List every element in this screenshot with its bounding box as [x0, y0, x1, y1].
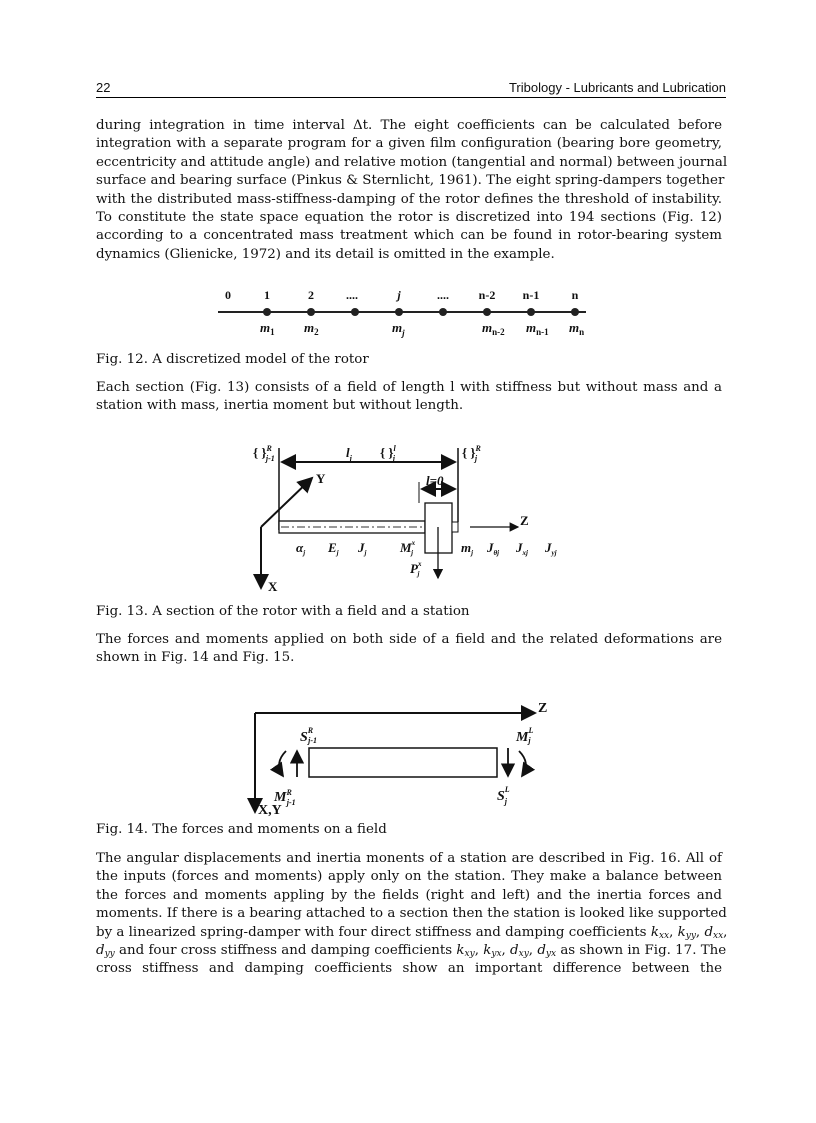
- figure-12-rotor-model: [218, 288, 586, 338]
- svg-text:{ }Rj-1: { }$^R$ j-1: [253, 444, 275, 463]
- mass-labels: [260, 320, 584, 338]
- svg-text:SRj-1: $S^R$ j-1: [300, 726, 318, 745]
- text-line: dynamics (Glienicke, 1972) and its detail is omitted in the example.: [96, 246, 555, 262]
- z-axis-label: Z: [538, 701, 548, 716]
- x-axis-label: X: [268, 579, 278, 594]
- svg-text:MRj-1: $M^R$ j-1: [274, 788, 296, 807]
- figure-13-caption: Fig. 13. A section of the rotor with a field and a station: [96, 604, 470, 619]
- node-label: 0: [225, 288, 231, 302]
- text-line: by a linearized spring-damper with four direct stiffness and damping coefficients $k_{xx}$, $k_{yy}$, $d_{xx}$,: [96, 924, 728, 941]
- svg-text:Jxj: $J_{xj}$: [516, 540, 528, 557]
- svg-text:m2: $m_2$: [304, 320, 319, 337]
- text-line: cross stiffness and damping coefficients show an important difference between the: [96, 961, 722, 977]
- svg-text:{ }lj: { }$^l$ j: [380, 444, 396, 463]
- mass-node: [439, 308, 447, 316]
- svg-text:mn-2: $m_{n-2}$: [482, 320, 505, 337]
- text-line: according to a concentrated mass treatment which can be found in rotor-bearing system: [96, 228, 722, 244]
- text-line: moments. If there is a bearing attached to a section then the station is looked like supported: [96, 906, 727, 922]
- mass-node: [527, 308, 535, 316]
- svg-text:Jθj: $J_{\theta j}$: [487, 540, 500, 557]
- xy-axis-label: X,Y: [258, 803, 282, 818]
- text-line: station with mass, inertia moment but without length.: [96, 398, 464, 414]
- node-label: 1: [264, 288, 270, 302]
- node-label: j: [397, 288, 401, 302]
- paragraph-4: [96, 850, 728, 979]
- station-length-label: l=0: [426, 473, 444, 488]
- mass-node: [483, 308, 491, 316]
- text-line: the inputs (forces and moments) apply only on the station. They make a balance between: [96, 869, 722, 885]
- svg-text:mj: $m_j$: [392, 320, 405, 338]
- text-line: with the distributed mass-stiffness-damping of the rotor defines the threshold of instability.: [96, 191, 722, 207]
- paragraph-2: [96, 379, 722, 416]
- svg-text:{ }Rj: { }$^R$ j: [462, 444, 481, 463]
- text-line: Each section (Fig. 13) consists of a field of length l with stiffness but without mass and a: [96, 380, 722, 395]
- text-line: the forces and moments appling by the fields (right and left) and the inertia forces and: [96, 887, 722, 903]
- svg-text:mn: $m_n$: [569, 320, 585, 337]
- svg-text:Ej: $E_j$: [328, 540, 339, 557]
- text-line: To constitute the state space equation the rotor is discretized into 194 sections (Fig. 12): [96, 209, 722, 225]
- node-label: ....: [346, 288, 358, 302]
- text-line: The angular displacements and inertia monents of a station are described in Fig. 16. All of: [96, 851, 722, 866]
- svg-text:Pxj: $P^x$ j: [410, 560, 422, 578]
- text-line: $d_{yy}$ and four cross stiffness and damping coefficients $k_{xy}$, $k_{yx}$, $d_{xy}$, $d_{yx}$ as shown in Fig. 17. The: [96, 942, 727, 959]
- text-line: surface and bearing surface (Pinkus & Sternlicht, 1961). The eight spring-dampers together: [96, 173, 725, 189]
- text-line: shown in Fig. 14 and Fig. 15.: [96, 650, 295, 666]
- node-label: n: [571, 288, 579, 302]
- text-line: during integration in time interval Δt. The eight coefficients can be calculated before: [96, 118, 722, 133]
- text-line: eccentricity and attitude angle) and relative motion (tangential and normal) between journal: [96, 154, 728, 170]
- text-line: The forces and moments applied on both side of a field and the related deformations are: [96, 632, 722, 647]
- svg-text:αj: $\alpha_j$: [296, 540, 306, 557]
- y-axis-label: Y: [316, 471, 326, 486]
- node-label: n-1: [522, 288, 540, 302]
- text-line: integration with a separate program for a given film configuration (bearing bore geometry,: [96, 136, 722, 152]
- svg-text:SLj: $S^L$ j: [497, 785, 510, 806]
- svg-text:mn-1: $m_{n-1}$: [526, 320, 549, 337]
- figure-14-caption: Fig. 14. The forces and moments on a field: [96, 822, 387, 837]
- svg-text:lj: $l_j$: [346, 445, 352, 463]
- paragraph-3: [96, 631, 722, 668]
- mass-node: [263, 308, 271, 316]
- svg-text:m1: $m_1$: [260, 320, 275, 337]
- figure-14-forces-on-field: [255, 701, 547, 818]
- running-title: Tribology - Lubricants and Lubrication: [508, 80, 726, 95]
- mass-node: [395, 308, 403, 316]
- figure-12-caption: Fig. 12. A discretized model of the rotor: [96, 352, 369, 367]
- node-label: n-2: [478, 288, 496, 302]
- mass-node: [351, 308, 359, 316]
- svg-text:Mxj: $M^x$ j: [400, 539, 416, 557]
- svg-text:Jj: $J_j$: [358, 540, 367, 557]
- svg-text:Jyj: $J_{yj}$: [545, 540, 557, 557]
- svg-text:mj: $m_j$: [461, 540, 474, 557]
- svg-text:MLj: $M^L$ j: [516, 726, 534, 745]
- z-axis-label: Z: [520, 513, 529, 528]
- page-number: 22: [96, 80, 111, 95]
- node-label: ....: [437, 288, 449, 302]
- mass-node: [571, 308, 579, 316]
- node-label: 2: [308, 288, 314, 302]
- figure-13-rotor-section: [253, 444, 557, 594]
- mass-node: [307, 308, 315, 316]
